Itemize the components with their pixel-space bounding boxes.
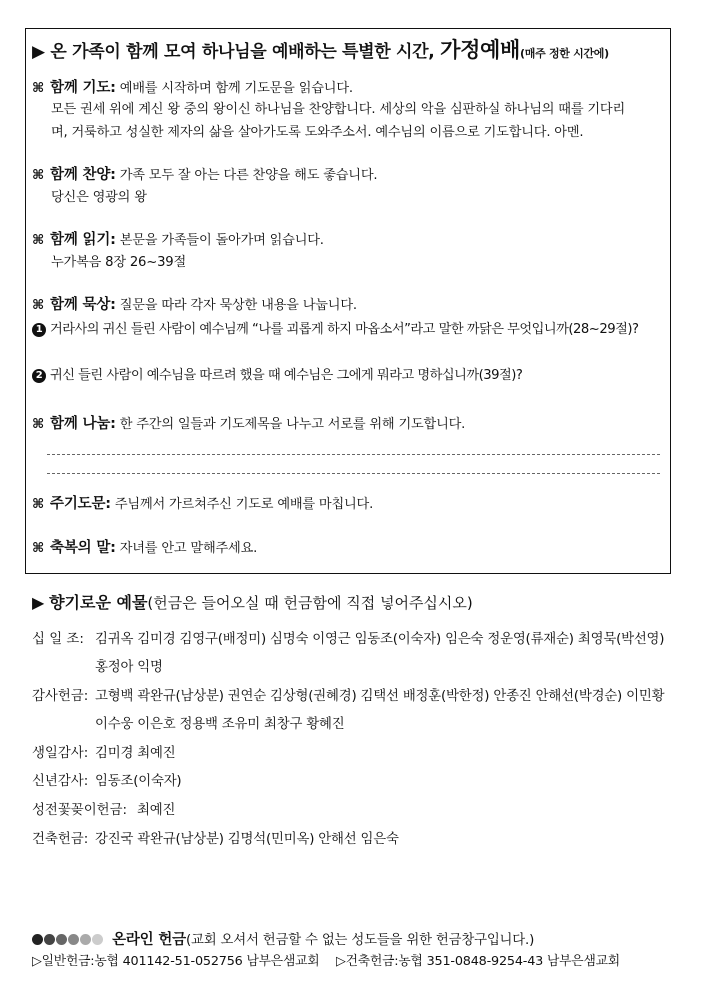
title-main: 가정예배: [440, 38, 521, 62]
family-worship-title: [32, 34, 609, 64]
praise-desc: 가족 모두 잘 아는 다른 찬양을 해도 좋습니다.: [119, 168, 378, 183]
dot-icon: [68, 934, 79, 945]
prayer-text-2: 며, 거룩하고 성실한 제자의 삶을 살아가도록 도와주소서. 예수님의 이름으로 기도합니다. 아멘.: [51, 125, 584, 140]
offering-arrow-icon: ▶: [32, 593, 45, 612]
number-one-icon: 1: [32, 323, 46, 337]
reading-desc: 본문을 가족들이 돌아가며 읽습니다.: [119, 233, 324, 248]
prayer-text-1: 모든 권세 위에 계신 왕 중의 왕이신 하나님을 찬양합니다. 세상의 악을 심판하실 하나님의 때를 기다리: [51, 102, 625, 117]
dot-icon: [80, 934, 91, 945]
online-offering-heading: 온라인 헌금: [112, 932, 186, 948]
offering-label: 건축헌금:: [32, 832, 89, 847]
offering-title: [32, 590, 473, 613]
meditation-desc: 질문을 따라 각자 묵상한 내용을 나눕니다.: [119, 298, 357, 313]
sharing-desc: 한 주간의 일들과 기도제목을 나누고 서로를 위해 기도합니다.: [119, 417, 466, 432]
praise-heading-line: [32, 163, 377, 184]
offering-label: 감사헌금:: [32, 689, 89, 704]
sharing-heading-line: [32, 412, 465, 433]
command-symbol-icon: ⌘: [32, 417, 45, 432]
meditation-question-2: [32, 364, 522, 383]
dot-icon: [56, 934, 67, 945]
offering-names: 고형백 곽완규(남상분) 권연순 김상형(권혜경) 김택선 배정훈(박한정) 안종진 안해선(박경순) 이민황: [95, 689, 665, 704]
offering-names: 김귀옥 김미경 김영구(배정미) 심명숙 이영근 임동조(이숙자) 임은숙 정운영(류재순) 최영묵(박선영): [95, 632, 665, 647]
prayer-heading: 함께 기도:: [50, 80, 116, 96]
number-two-icon: 2: [32, 369, 46, 383]
offering-label: 생일감사:: [32, 746, 89, 761]
progress-dots-icon: [32, 934, 104, 949]
praise-song: 당신은 영광의 왕: [51, 190, 147, 205]
offering-label: 십 일 조:: [32, 632, 84, 647]
reading-heading-line: [32, 228, 324, 249]
lords-prayer-heading: 주기도문:: [50, 496, 111, 512]
offering-label: 신년감사:: [32, 774, 89, 789]
blessing-desc: 자녀를 안고 말해주세요.: [119, 541, 258, 556]
account-building: ▷건축헌금:농협 351-0848-9254-43 남부은샘교회: [336, 954, 620, 969]
meditation-heading-line: [32, 293, 357, 314]
offering-note: (헌금은 들어오실 때 헌금함에 직접 넣어주십시오): [147, 594, 473, 612]
offering-names: 강진국 곽완규(남상분) 김명석(민미옥) 안해선 임은숙: [95, 832, 399, 847]
command-symbol-icon: ⌘: [32, 233, 45, 248]
dot-icon: [32, 934, 43, 945]
command-symbol-icon: ⌘: [32, 541, 45, 556]
question-1-text: 거라사의 귀신 들린 사람이 예수님께 “나를 괴롭게 하지 마옵소서”라고 말한 까닭은 무엇입니까(28~29절)?: [50, 322, 639, 337]
command-symbol-icon: ⌘: [32, 168, 45, 183]
meditation-heading: 함께 묵상:: [50, 297, 116, 313]
offering-names: 임동조(이숙자): [95, 774, 182, 789]
prayer-desc: 예배를 시작하며 함께 기도문을 읽습니다.: [119, 81, 353, 96]
blessing-line: [32, 536, 257, 557]
dot-icon: [44, 934, 55, 945]
command-symbol-icon: ⌘: [32, 81, 45, 96]
writing-line-1: [47, 454, 660, 455]
account-general: ▷일반헌금:농협 401142-51-052756 남부은샘교회: [32, 954, 320, 969]
title-suffix: (매주 정한 시간에): [520, 47, 609, 60]
offering-names: 최예진: [137, 803, 176, 818]
blessing-heading: 축복의 말:: [50, 540, 116, 556]
reading-passage: 누가복음 8장 26~39절: [51, 255, 187, 270]
offering-heading: 향기로운 예물: [49, 593, 148, 612]
command-symbol-icon: ⌘: [32, 497, 45, 512]
online-offering-note: (교회 오셔서 헌금할 수 없는 성도들을 위한 헌금창구입니다.): [185, 933, 535, 948]
reading-heading: 함께 읽기:: [50, 232, 116, 248]
meditation-question-1: [32, 318, 639, 337]
sharing-heading: 함께 나눔:: [50, 416, 116, 432]
title-prefix: ▶ 온 가족이 함께 모여 하나님을 예배하는 특별한 시간,: [32, 42, 435, 62]
offering-label: 성전꽃꽂이헌금:: [32, 803, 128, 818]
writing-line-2: [47, 473, 660, 474]
praise-heading: 함께 찬양:: [50, 167, 116, 183]
online-offering-title: [32, 928, 534, 949]
command-symbol-icon: ⌘: [32, 298, 45, 313]
offering-names: 홍정아 익명: [95, 660, 163, 675]
prayer-heading-line: [32, 76, 353, 97]
lords-prayer-line: [32, 492, 373, 513]
offering-names: 김미경 최예진: [95, 746, 176, 761]
lords-prayer-desc: 주님께서 가르쳐주신 기도로 예배를 마칩니다.: [114, 497, 374, 512]
dot-icon: [92, 934, 103, 945]
question-2-text: 귀신 들린 사람이 예수님을 따르려 했을 때 예수님은 그에게 뭐라고 명하십니까(39절)?: [50, 368, 523, 383]
offering-names: 이수웅 이은호 정용백 조유미 최창구 황혜진: [95, 717, 345, 732]
